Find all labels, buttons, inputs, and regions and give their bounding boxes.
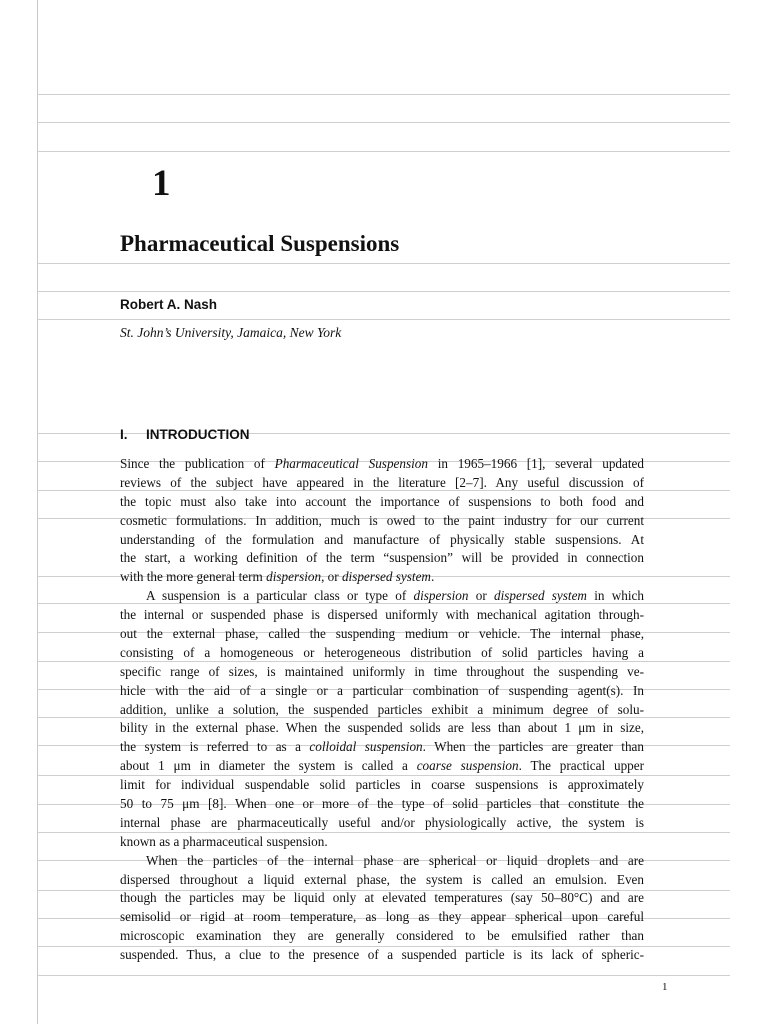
text-line: the internal or suspended phase is dispersed uniformly with mechanical agitation through- <box>120 607 644 623</box>
body-text <box>120 455 644 965</box>
ruled-line <box>37 291 730 292</box>
text-line: out the external phase, called the suspending medium or vehicle. The internal phase, <box>120 626 644 642</box>
text-line: reviews of the subject have appeared in the literature [2–7]. Any useful discussion of <box>120 474 644 490</box>
page-number: 1 <box>662 981 668 993</box>
text-line: cosmetic formulations. In addition, much is owed to the paint industry for our current <box>120 512 644 528</box>
chapter-number: 1 <box>152 163 171 204</box>
ruled-line <box>37 319 730 320</box>
ruled-line <box>37 975 730 976</box>
text-line: understanding of the formulation and manufacture of physically stable suspensions. At <box>120 531 644 547</box>
section-title: INTRODUCTION <box>146 427 250 442</box>
text-line: dispersed throughout a liquid external phase, the system is called an emulsion. Even <box>120 871 644 887</box>
section-number: I. <box>120 427 128 442</box>
text-line: hicle with the aid of a single or a particular combination of suspending agent(s). In <box>120 682 644 698</box>
text-line: semisolid or rigid at room temperature, as long as they appear spherical upon careful <box>120 909 644 925</box>
chapter-title: Pharmaceutical Suspensions <box>120 231 400 256</box>
text-line: When the particles of the internal phase are spherical or liquid droplets and are <box>146 852 644 868</box>
section-heading <box>120 426 250 444</box>
page-left-rule <box>37 0 38 1024</box>
text-line: known as a pharmaceutical suspension. <box>120 833 328 849</box>
text-line: about 1 μm in diameter the system is called a coarse suspension. The practical upper <box>120 758 645 774</box>
ruled-line <box>37 122 730 123</box>
text-line: specific range of sizes, is maintained uniformly in time throughout the suspending ve- <box>120 663 644 679</box>
text-line: microscopic examination they are generally considered to be emulsified rather than <box>120 928 644 944</box>
text-line: internal phase are pharmaceutically useful and/or physiologically active, the system is <box>120 814 644 830</box>
text-line: limit for individual suspendable solid particles in coarse suspensions is approximately <box>120 777 644 793</box>
text-line: the start, a working definition of the term “suspension” will be provided in connection <box>120 550 644 566</box>
text-line: A suspension is a particular class or type of dispersion or dispersed system in which <box>146 588 644 604</box>
chapter-author: Robert A. Nash <box>120 297 218 312</box>
text-line: bility in the external phase. When the suspended solids are less than about 1 μm in size, <box>120 720 644 736</box>
text-line: addition, unlike a solution, the suspended particles exhibit a minimum degree of solu- <box>120 701 644 717</box>
text-line: with the more general term dispersion, or dispersed system. <box>120 569 435 585</box>
text-line: the topic must also take into account the importance of suspensions to both food and <box>120 493 644 509</box>
text-line: suspended. Thus, a clue to the presence of a suspended particle is its lack of spheric- <box>120 947 644 963</box>
ruled-line <box>37 94 730 95</box>
ruled-line <box>37 263 730 264</box>
text-line: Since the publication of Pharmaceutical Suspension in 1965–1966 [1], several updated <box>120 456 644 471</box>
text-line: though the particles may be liquid only at elevated temperatures (say 50–80°C) and are <box>120 890 644 906</box>
text-line: the system is referred to as a colloidal suspension. When the particles are greater than <box>120 739 644 755</box>
ruled-line <box>37 151 730 152</box>
author-affiliation: St. John’s University, Jamaica, New York <box>120 325 342 340</box>
text-line: consisting of a homogeneous or heterogeneous distribution of solid particles having a <box>120 644 644 660</box>
text-line: 50 to 75 μm [8]. When one or more of the type of solid particles that constitute the <box>120 796 644 812</box>
